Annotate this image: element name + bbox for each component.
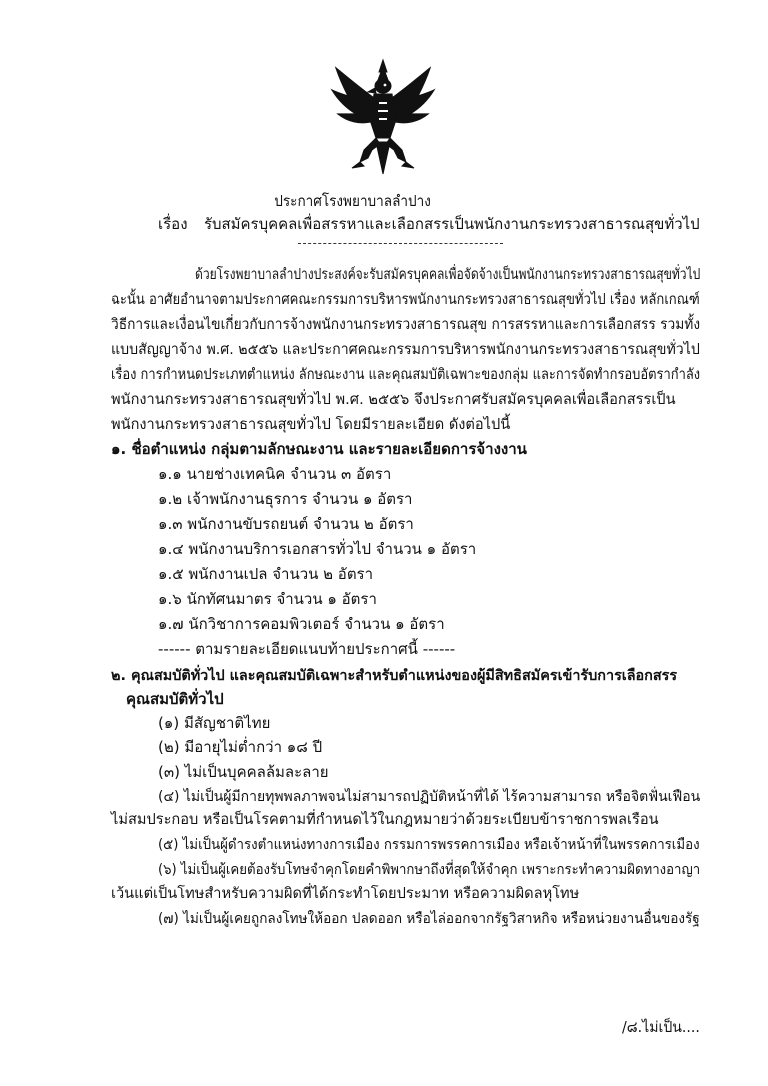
intro-line: พนักงานกระทรวงสาธารณสุขทั่วไป พ.ศ. ๒๕๕๖ จึงประกาศรับสมัครบุคคลเพื่อเลือกสรรเป็น [111, 391, 676, 408]
announcement-title: ประกาศโรงพยาบาลลำปาง [274, 192, 431, 210]
intro-line: แบบสัญญาจ้าง พ.ศ. ๒๕๕๖ และประกาศคณะกรรมการบริหารพนักงานกระทรวงสาธารณสุขทั่วไป [111, 341, 700, 358]
position-item: ๑.๓ พนักงานขับรถยนต์ จำนวน ๒ อัตรา [158, 515, 414, 533]
position-item: ๑.๑ นายช่างเทคนิค จำนวน ๓ อัตรา [158, 465, 392, 483]
header-divider [298, 243, 503, 244]
qualification-item: (๖) ไม่เป็นผู้เคยต้องรับโทษจำคุกโดยคำพิพากษาถึงที่สุดให้จำคุก เพราะกระทำความผิดทางอาญา [158, 862, 701, 878]
qualification-item: (๑) มีสัญชาติไทย [158, 714, 271, 732]
subject-text: รับสมัครบุคคลเพื่อสรรหาและเลือกสรรเป็นพนักงานกระทรวงสาธารณสุขทั่วไป [204, 215, 700, 233]
qualification-item-continued: เว้นแต่เป็นโทษสำหรับความผิดที่ได้กระทำโดยประมาท หรือความผิดลหุโทษ [111, 885, 580, 902]
page-continuation: /๘.ไม่เป็น.... [622, 1018, 700, 1036]
position-item: ๑.๕ พนักงานเปล จำนวน ๒ อัตรา [158, 565, 374, 583]
qualification-item: (๒) มีอายุไม่ต่ำกว่า ๑๘ ปี [158, 738, 323, 756]
qualification-item: (๓) ไม่เป็นบุคคลล้มละลาย [158, 763, 329, 781]
qualification-item: (๕) ไม่เป็นผู้ดำรงตำแหน่งทางการเมือง กรรมการพรรคการเมือง หรือเจ้าหน้าที่ในพรรคการเมือง [158, 837, 700, 853]
qualification-item-continued: ไม่สมประกอบ หรือเป็นโรคตามที่กำหนดไว้ในกฎหมายว่าด้วยระเบียบข้าราชการพลเรือน [111, 811, 659, 828]
qualification-item: (๗) ไม่เป็นผู้เคยถูกลงโทษให้ออก ปลดออก หรือไล่ออกจากรัฐวิสาหกิจ หรือหน่วยงานอื่นของรัฐ [158, 911, 700, 927]
intro-line: ฉะนั้น อาศัยอำนาจตามประกาศคณะกรรมการบริหารพนักงานกระทรวงสาธารณสุขทั่วไป เรื่อง หลักเกณฑ์ [111, 291, 700, 308]
intro-line: ด้วยโรงพยาบาลลำปางประสงค์จะรับสมัครบุคคลเพื่อจัดจ้างเป็นพนักงานกระทรวงสาธารณสุขทั่วไป [195, 266, 701, 283]
intro-line: พนักงานกระทรวงสาธารณสุขทั่วไป โดยมีรายละเอียด ดังต่อไปนี้ [111, 416, 511, 433]
intro-line: เรื่อง การกำหนดประเภทตำแหน่ง ลักษณะงาน และคุณสมบัติเฉพาะของกลุ่ม และการจัดทำกรอบอัตรากำลัง [111, 366, 701, 383]
garuda-emblem-icon [330, 58, 436, 176]
position-item: ๑.๗ นักวิชาการคอมพิวเตอร์ จำนวน ๑ อัตรา [158, 615, 445, 633]
position-item: ๑.๒ เจ้าพนักงานธุรการ จำนวน ๑ อัตรา [158, 490, 413, 508]
subject-label: เรื่อง [158, 215, 188, 233]
position-item: ๑.๔ พนักงานบริการเอกสารทั่วไป จำนวน ๑ อัตรา [158, 540, 477, 558]
section-2-heading: ๒. คุณสมบัติทั่วไป และคุณสมบัติเฉพาะสำหรับตำแหน่งของผู้มีสิทธิสมัครเข้ารับการเลือกสรร [111, 668, 678, 684]
section-2-subheading: คุณสมบัติทั่วไป [126, 690, 224, 708]
attachment-note: ------ ตามรายละเอียดแนบท้ายประกาศนี้ ------ [158, 640, 456, 658]
qualification-item: (๔) ไม่เป็นผู้มีกายทุพพลภาพจนไม่สามารถปฏิบัติหน้าที่ได้ ไร้ความสามารถ หรือจิตฟั่นเฟือน [158, 789, 701, 805]
section-1-heading: ๑. ชื่อตำแหน่ง กลุ่มตามลักษณะงาน และรายละเอียดการจ้างงาน [111, 440, 527, 458]
position-item: ๑.๖ นักทัศนมาตร จำนวน ๑ อัตรา [158, 590, 377, 608]
intro-line: วิธีการและเงื่อนไขเกี่ยวกับการจ้างพนักงานกระทรวงสาธารณสุข การสรรหาและการเลือกสรร รวมทั้ง [111, 316, 701, 333]
